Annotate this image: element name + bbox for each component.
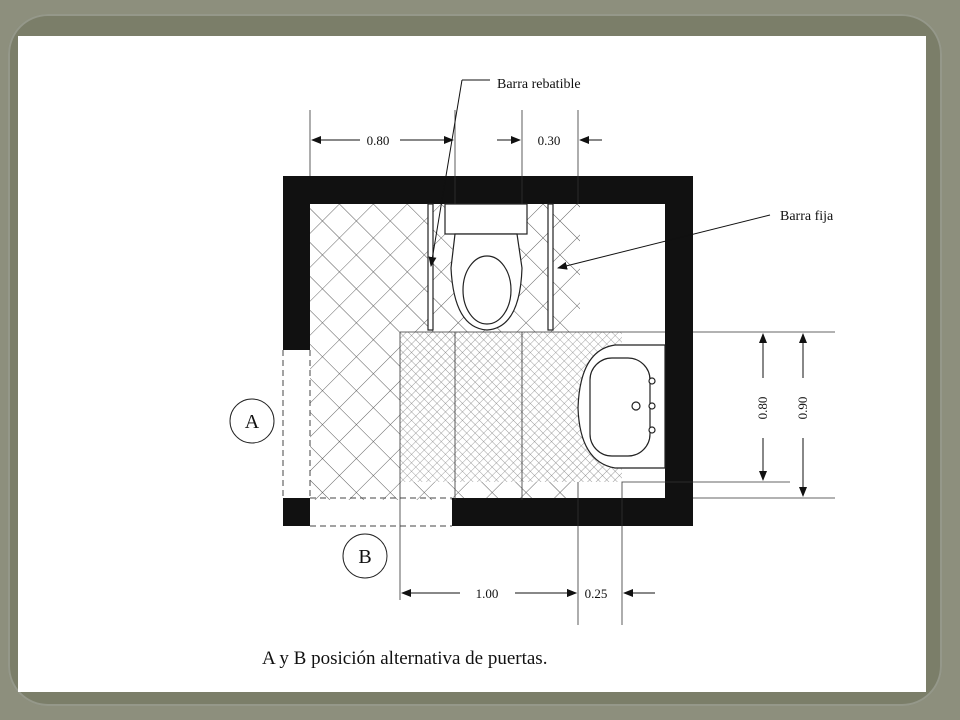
- dim-right-inner: 0.80: [755, 396, 770, 420]
- fixed-bar: [548, 204, 553, 330]
- wall-left-lower: [283, 498, 310, 526]
- wall-top: [283, 176, 693, 204]
- wall-left-upper: [283, 176, 310, 350]
- dim-bottom-left: 1.00: [475, 586, 499, 601]
- folding-bar: [428, 204, 433, 330]
- dim-top-right: 0.30: [537, 133, 561, 148]
- label-barra-rebatible: Barra rebatible: [497, 77, 581, 92]
- wall-bottom: [452, 498, 693, 526]
- label-door-b: B: [358, 546, 372, 568]
- dim-bottom-right: 0.25: [584, 586, 608, 601]
- caption: A y B posición alternativa de puertas.: [262, 648, 548, 669]
- label-door-a: A: [244, 411, 260, 433]
- label-barra-fija: Barra fija: [780, 209, 834, 224]
- wall-right: [665, 176, 693, 526]
- dim-top-left: 0.80: [366, 133, 390, 148]
- sink: [578, 345, 665, 468]
- dim-right-outer: 0.90: [795, 396, 810, 420]
